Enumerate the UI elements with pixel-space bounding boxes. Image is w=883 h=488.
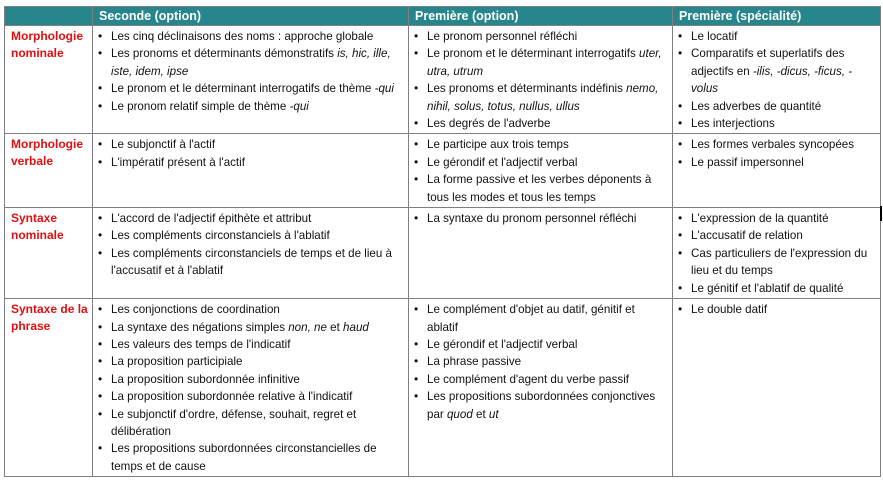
table-cell	[93, 26, 409, 134]
table-body	[5, 26, 881, 477]
list-item	[97, 45, 404, 80]
bullet-list	[413, 210, 668, 227]
list-item	[97, 388, 404, 405]
item-text: Les interjections	[691, 117, 775, 131]
list-item	[677, 154, 876, 171]
table-row	[5, 26, 881, 134]
list-item	[677, 45, 876, 97]
row-header: Morphologie verbale	[5, 134, 93, 208]
header-seconde-option: Seconde (option)	[93, 7, 409, 26]
bullet-list	[677, 301, 876, 318]
bullet-list	[677, 28, 876, 132]
list-item	[413, 171, 668, 206]
row-header: Syntaxe nominale	[5, 208, 93, 299]
item-text: La phrase passive	[427, 355, 522, 369]
table-cell	[409, 26, 673, 134]
table-cell	[409, 208, 673, 299]
list-item	[413, 210, 668, 227]
list-item	[97, 440, 404, 475]
list-item	[97, 210, 404, 227]
item-text: Le passif impersonnel	[691, 155, 804, 169]
item-text: Les degrés de l'adverbe	[427, 117, 551, 131]
item-text: L'accusatif de relation	[691, 229, 803, 243]
item-text: et	[472, 407, 489, 421]
list-item	[413, 28, 668, 45]
bullet-list	[97, 210, 404, 280]
item-text: Les propositions subordonnées circonstancielles de temps et de cause	[111, 442, 377, 473]
header-corner	[5, 7, 93, 26]
bullet-list	[97, 301, 404, 475]
item-text: Le double datif	[691, 303, 768, 317]
item-text: Le subjonctif d'ordre, défense, souhait, regret et délibération	[111, 407, 357, 438]
latin-term: -ilis, -dicus, -ficus, - volus	[691, 64, 853, 96]
bullet-list	[97, 136, 404, 171]
header-premiere-specialite: Première (spécialité)	[673, 7, 881, 26]
latin-term: uter, utra, utrum	[427, 47, 662, 78]
header-row	[5, 7, 881, 26]
latin-term: -qui	[374, 82, 394, 96]
list-item	[413, 371, 668, 388]
item-text: Les compléments circonstanciels à l'ablatif	[111, 229, 330, 243]
item-text: La syntaxe du pronom personnel réfléchi	[427, 212, 637, 226]
item-text: L'impératif présent à l'actif	[111, 155, 245, 169]
table-cell	[409, 134, 673, 208]
item-text: La proposition participiale	[111, 355, 243, 369]
table-row	[5, 134, 881, 208]
list-item	[97, 353, 404, 370]
list-item	[677, 115, 876, 132]
item-text: Les conjonctions de coordination	[111, 303, 280, 317]
item-text: Le gérondif et l'adjectif verbal	[427, 337, 578, 351]
item-text: Cas particuliers de l'expression du lieu et du temps	[691, 246, 868, 278]
list-item	[677, 28, 876, 45]
item-text: Le pronom relatif simple de thème	[111, 99, 290, 113]
item-text: La forme passive et les verbes déponents à tous les modes et tous les temps	[427, 173, 652, 204]
list-item	[677, 227, 876, 244]
latin-term: non, ne	[288, 320, 327, 334]
list-item	[677, 280, 876, 297]
list-item	[677, 136, 876, 153]
list-item	[97, 136, 404, 153]
list-item	[677, 98, 876, 115]
bullet-list	[413, 136, 668, 206]
item-text: Les propositions subordonnées conjonctives par	[427, 390, 656, 421]
list-item	[97, 371, 404, 388]
list-item	[97, 319, 404, 336]
list-item	[413, 45, 668, 80]
list-item	[97, 154, 404, 171]
table-cell	[409, 299, 673, 477]
table-cell	[93, 134, 409, 208]
latin-term: quod	[446, 407, 473, 421]
bullet-list	[413, 28, 668, 132]
item-text: Le locatif	[691, 30, 738, 43]
latin-term: haud	[343, 320, 369, 334]
latin-term: ut	[488, 407, 499, 421]
bullet-list	[677, 210, 876, 297]
latin-term: is, hic, ille, iste, idem, ipse	[111, 47, 391, 78]
list-item	[97, 336, 404, 353]
item-text: Les pronoms et déterminants démonstratifs	[111, 47, 338, 61]
list-item	[677, 301, 876, 318]
list-item	[413, 115, 668, 132]
list-item	[97, 301, 404, 318]
bullet-list	[677, 136, 876, 171]
item-text: Le complément d'objet au datif, génitif et ablatif	[427, 303, 635, 334]
row-header: Syntaxe de la phrase	[5, 299, 93, 477]
list-item	[413, 154, 668, 171]
list-item	[97, 80, 404, 97]
list-item	[413, 336, 668, 353]
text-cursor	[880, 206, 882, 221]
item-text: La syntaxe des négations simples	[111, 320, 289, 334]
bullet-list	[97, 28, 404, 115]
curriculum-table	[4, 6, 881, 477]
list-item	[413, 388, 668, 423]
item-text: Les adverbes de quantité	[691, 99, 822, 113]
item-text: Le complément d'agent du verbe passif	[427, 372, 630, 386]
bullet-list	[413, 301, 668, 423]
list-item	[413, 353, 668, 370]
latin-term: nemo, nihil, solus, totus, nullus, ullus	[427, 82, 659, 113]
list-item	[677, 210, 876, 227]
list-item	[97, 98, 404, 115]
list-item	[97, 227, 404, 244]
list-item	[97, 28, 404, 45]
item-text: La proposition subordonnée infinitive	[111, 372, 300, 386]
item-text: Les compléments circonstanciels de temps et de lieu à l'accusatif et à l'ablatif	[111, 246, 392, 278]
latin-term: -qui	[289, 99, 309, 113]
list-item	[413, 136, 668, 153]
list-item	[413, 80, 668, 115]
item-text: Les cinq déclinaisons des noms : approche globale	[111, 30, 374, 43]
item-text: Le participe aux trois temps	[427, 138, 569, 152]
table-row	[5, 299, 881, 477]
item-text: Le pronom et le déterminant interrogatifs de thème	[111, 82, 375, 96]
item-text: Le pronom personnel réfléchi	[427, 30, 578, 43]
list-item	[97, 406, 404, 441]
item-text: Le subjonctif à l'actif	[111, 138, 216, 152]
list-item	[413, 301, 668, 336]
item-text: Les formes verbales syncopées	[691, 138, 855, 152]
item-text: Les pronoms et déterminants indéfinis	[427, 82, 627, 96]
header-premiere-option: Première (option)	[409, 7, 673, 26]
list-item	[97, 245, 404, 280]
item-text: Le pronom et le déterminant interrogatifs	[427, 47, 640, 61]
table-cell	[93, 208, 409, 299]
item-text: La proposition subordonnée relative à l'indicatif	[111, 390, 353, 404]
item-text: L'accord de l'adjectif épithète et attribut	[111, 212, 312, 226]
list-item	[677, 245, 876, 280]
item-text: Le gérondif et l'adjectif verbal	[427, 155, 578, 169]
item-text: Le génitif et l'ablatif de qualité	[691, 281, 844, 295]
item-text: et	[326, 320, 344, 334]
table-row	[5, 208, 881, 299]
item-text: Comparatifs et superlatifs des adjectifs en	[691, 47, 845, 78]
table-cell	[93, 299, 409, 477]
table-cell	[673, 134, 881, 208]
table-cell	[673, 208, 881, 299]
table-cell	[673, 299, 881, 477]
item-text: Les valeurs des temps de l'indicatif	[111, 337, 291, 351]
row-header: Morphologie nominale	[5, 26, 93, 134]
item-text: L'expression de la quantité	[691, 212, 829, 226]
table-cell	[673, 26, 881, 134]
